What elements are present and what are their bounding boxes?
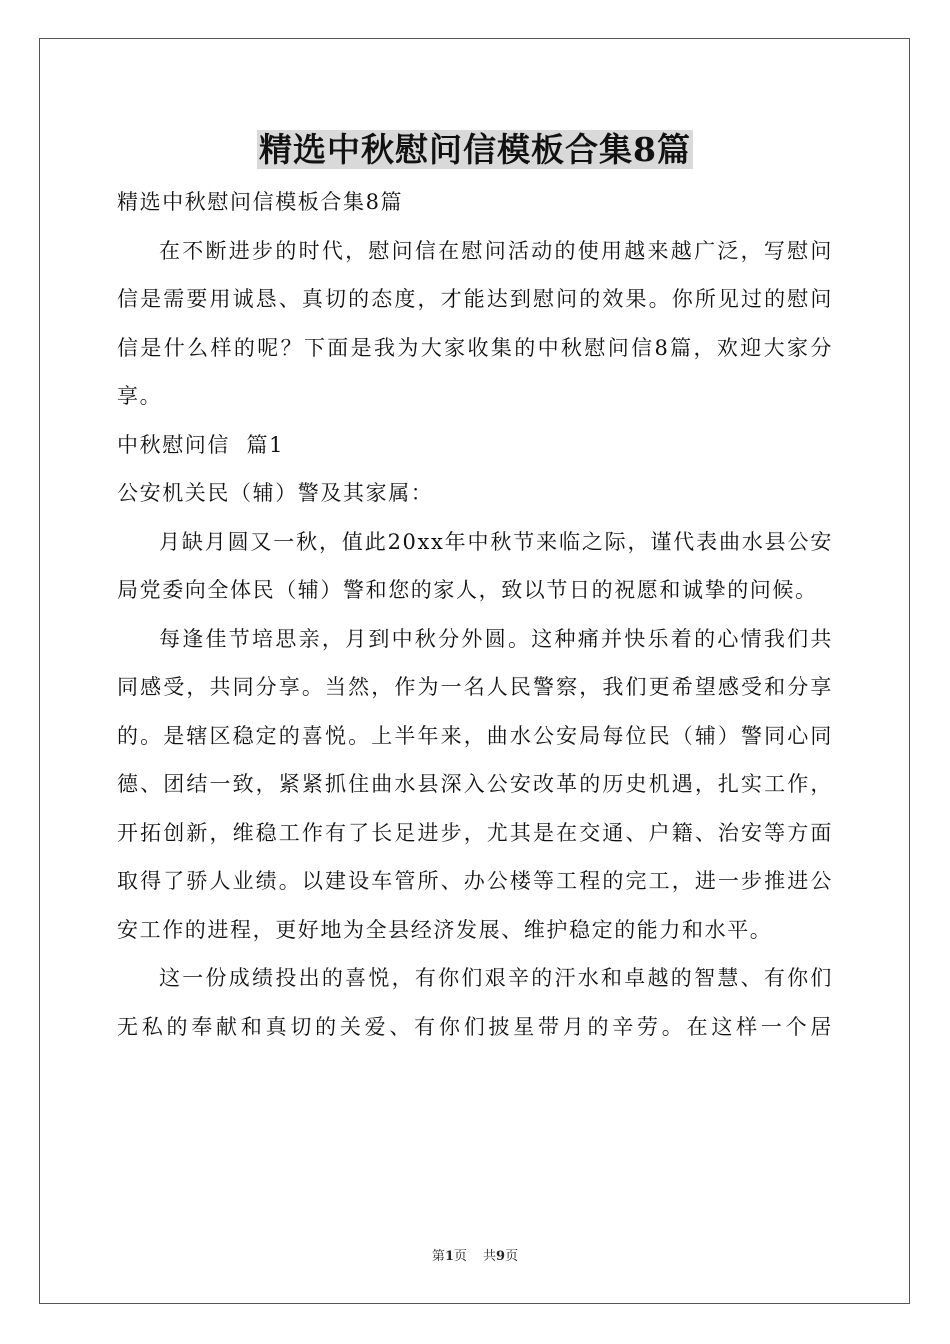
page-total: 9 [496, 1249, 506, 1264]
page-footer [0, 1249, 950, 1265]
document-body [117, 178, 833, 1051]
subtitle-line: 精选中秋慰问信模板合集8篇 [117, 190, 404, 214]
page-prefix: 第 [431, 1249, 445, 1264]
body-paragraph-2: 每逢佳节培思亲，月到中秋分外圆。这种痛并快乐着的心情我们共同感受，共同分享。当然，作为一名人民警察，我们更希望感受和分享的。是辖区稳定的喜悦。上半年来，曲水公安局每位民（辅）警同心同德、团结一致，紧紧抓住曲水县深入公安改革的历史机遇，扎实工作，开拓创新，维稳工作有了长足进步，尤其是在交通、户籍、治安等方面取得了骄人业绩。以建设车管所、办公楼等工程的完工，进一步推进公安工作的进程，更好地为全县经济发展、维护稳定的能力和水平。 [117, 626, 833, 942]
document-title-text: 精选中秋慰问信模板合集8篇 [259, 130, 691, 169]
total-suffix: 页 [505, 1249, 519, 1264]
total-prefix: 共 [483, 1249, 497, 1264]
body-paragraph-1: 月缺月圆又一秋，值此20xx年中秋节来临之际，谨代表曲水县公安局党委向全体民（辅）警和您的家人，致以节日的祝愿和诚挚的问候。 [117, 529, 833, 602]
intro-paragraph: 在不断进步的时代，慰问信在慰问活动的使用越来越广泛，写慰问信是需要用诚恳、真切的态度，才能达到慰问的效果。你所见过的慰问信是什么样的呢？下面是我为大家收集的中秋慰问信8篇，欢迎大家分享。 [117, 238, 833, 408]
document-title [0, 128, 950, 172]
page-suffix: 页 [453, 1249, 467, 1264]
salutation: 公安机关民（辅）警及其家属： [117, 481, 434, 505]
section-heading: 中秋慰问信 篇1 [117, 432, 285, 457]
page-current: 1 [444, 1249, 454, 1264]
body-paragraph-3: 这一份成绩投出的喜悦，有你们艰辛的汗水和卓越的智慧、有你们无私的奉献和真切的关爱、有你们披星带月的辛劳。在这样一个居 [117, 966, 833, 1039]
